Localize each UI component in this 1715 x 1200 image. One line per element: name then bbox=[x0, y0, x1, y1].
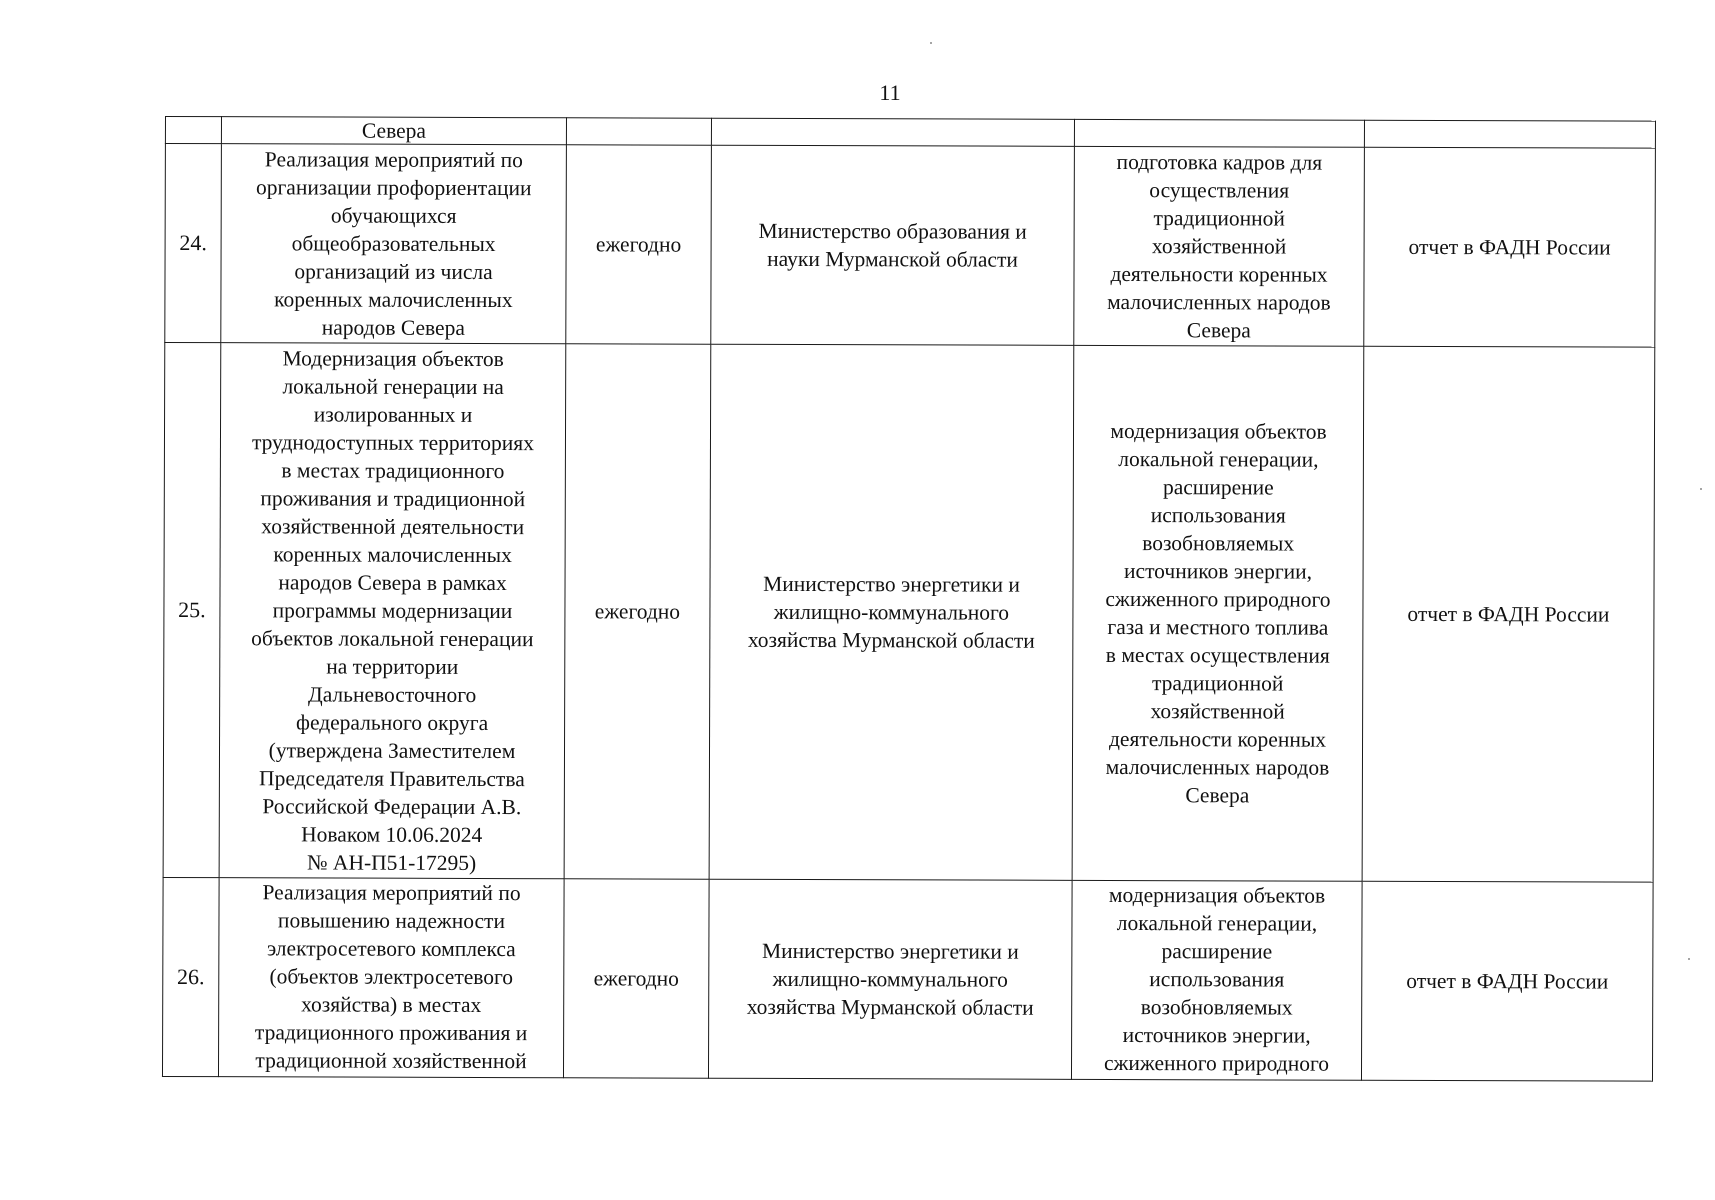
period-cell bbox=[566, 118, 711, 145]
table-row bbox=[162, 877, 1653, 1081]
text-line: локальной генерации, bbox=[1116, 910, 1318, 936]
text-line: локальной генерации на bbox=[282, 374, 504, 400]
executor-cell bbox=[709, 344, 1074, 880]
row-number: 25. bbox=[163, 343, 221, 878]
text-line: народов Севера bbox=[321, 315, 465, 340]
result-cell bbox=[1074, 146, 1365, 346]
text-line: газа и местного топлива bbox=[1107, 614, 1329, 640]
text-line: сжиженного природного bbox=[1103, 1050, 1330, 1076]
text-line: использования bbox=[1150, 503, 1286, 528]
text-line: организации профориентации bbox=[255, 175, 532, 201]
text-line: сжиженного природного bbox=[1105, 586, 1331, 612]
text-line: обучающихся bbox=[330, 203, 457, 228]
text-line: расширение bbox=[1161, 939, 1273, 964]
text-line: федерального округа bbox=[295, 710, 489, 736]
report-cell: отчет в ФАДН России bbox=[1362, 346, 1655, 882]
text-line: источников энергии, bbox=[1122, 1023, 1311, 1048]
text-line: традиционной bbox=[1153, 206, 1285, 231]
scan-speck bbox=[1700, 488, 1702, 490]
text-line: традиционной bbox=[1151, 671, 1284, 696]
table-row bbox=[165, 144, 1656, 348]
text-line: Севера bbox=[1186, 318, 1251, 343]
row-number: 24. bbox=[165, 144, 222, 343]
table-row bbox=[163, 343, 1655, 883]
text-line: народов Севера в рамках bbox=[278, 570, 507, 596]
result-cell bbox=[1072, 345, 1364, 881]
text-line: в местах осуществления bbox=[1105, 642, 1330, 668]
executor-cell bbox=[711, 118, 1074, 146]
scan-speck bbox=[1688, 958, 1690, 960]
text-line: деятельности коренных bbox=[1108, 726, 1327, 752]
scan-speck bbox=[930, 42, 932, 44]
measure-cell bbox=[221, 144, 567, 344]
text-line: Реализация мероприятий по bbox=[262, 880, 521, 906]
text-line: расширение bbox=[1162, 475, 1274, 500]
text-line: Новаком 10.06.2024 bbox=[301, 822, 483, 848]
text-line: хозяйственной bbox=[1150, 699, 1285, 724]
text-line: Реализация мероприятий по bbox=[264, 147, 523, 173]
period-cell: ежегодно bbox=[564, 344, 711, 879]
executor-cell bbox=[711, 145, 1075, 345]
text-line: деятельности коренных bbox=[1110, 261, 1328, 287]
text-line: Российской Федерации А.В. bbox=[262, 794, 522, 820]
text-line: хозяйства) в местах bbox=[301, 992, 482, 1017]
text-line: (утверждена Заместителем bbox=[268, 738, 516, 764]
text-line: Севера bbox=[1185, 783, 1250, 808]
report-cell: отчет в ФАДН России bbox=[1364, 147, 1656, 347]
text-line: хозяйства Мурманской области bbox=[746, 994, 1034, 1020]
text-line: повышению надежности bbox=[277, 908, 506, 934]
text-line: Дальневосточного bbox=[308, 682, 477, 707]
text-line: хозяйства Мурманской области bbox=[747, 627, 1035, 653]
text-line: на территории bbox=[326, 654, 459, 679]
text-line: изолированных и bbox=[313, 402, 473, 427]
text-line: № АН-П51-17295) bbox=[307, 850, 477, 875]
text-line: использования bbox=[1149, 967, 1285, 992]
report-cell: отчет в ФАДН России bbox=[1361, 881, 1653, 1081]
text-line: модернизация объектов bbox=[1108, 882, 1326, 908]
text-line: хозяйственной деятельности bbox=[261, 514, 525, 540]
text-line: коренных малочисленных bbox=[274, 287, 513, 313]
text-line: Модернизация объектов bbox=[282, 346, 504, 372]
text-line: труднодоступных территориях bbox=[251, 430, 535, 456]
period-cell: ежегодно bbox=[566, 145, 712, 344]
text-line: электросетевого комплекса bbox=[266, 936, 516, 962]
text-line: источников энергии, bbox=[1124, 559, 1313, 584]
text-line: жилищно-коммунального bbox=[772, 966, 1008, 992]
report-cell bbox=[1364, 120, 1655, 148]
text-line: в местах традиционного bbox=[281, 458, 505, 484]
text-line: малочисленных народов bbox=[1107, 289, 1331, 315]
text-line: осуществления bbox=[1149, 178, 1290, 203]
text-line: Председателя Правительства bbox=[259, 766, 525, 792]
result-cell bbox=[1071, 880, 1362, 1080]
text-line: модернизация объектов bbox=[1110, 418, 1327, 444]
row-number: 26. bbox=[162, 877, 219, 1076]
text-line: возобновляемых bbox=[1140, 995, 1293, 1020]
text-line: объектов локальной генерации bbox=[251, 626, 534, 652]
text-line: Министерство энергетики и bbox=[761, 938, 1019, 964]
text-line: организаций из числа bbox=[294, 259, 493, 285]
text-line: науки Мурманской области bbox=[767, 246, 1018, 272]
text-line: жилищно-коммунального bbox=[773, 599, 1010, 625]
text-line: возобновляемых bbox=[1142, 531, 1295, 556]
measure-cell bbox=[219, 343, 566, 879]
text-line: локальной генерации, bbox=[1118, 446, 1319, 472]
text-line: проживания и традиционной bbox=[260, 486, 526, 512]
text-line: традиционной хозяйственной bbox=[255, 1048, 527, 1074]
text-line: коренных малочисленных bbox=[273, 542, 512, 568]
text-line: (объектов электросетевого bbox=[269, 964, 514, 990]
result-cell bbox=[1074, 119, 1364, 147]
measures-table bbox=[162, 116, 1656, 1082]
text-line: подготовка кадров для bbox=[1116, 149, 1323, 175]
text-line: хозяйственной bbox=[1151, 234, 1287, 259]
text-line: Министерство энергетики и bbox=[763, 571, 1020, 597]
measure-cell bbox=[218, 878, 564, 1078]
text-line: Министерство образования и bbox=[758, 218, 1027, 244]
period-cell: ежегодно bbox=[563, 879, 709, 1078]
executor-cell bbox=[708, 879, 1072, 1079]
text-line: малочисленных народов bbox=[1105, 754, 1330, 780]
text-line: программы модернизации bbox=[272, 598, 513, 624]
measure-cell: Севера bbox=[221, 117, 566, 145]
text-line: общеобразовательных bbox=[291, 231, 496, 257]
page-number: 11 bbox=[879, 80, 901, 105]
text-line: традиционного проживания и bbox=[254, 1020, 528, 1046]
number-cell bbox=[165, 117, 221, 144]
